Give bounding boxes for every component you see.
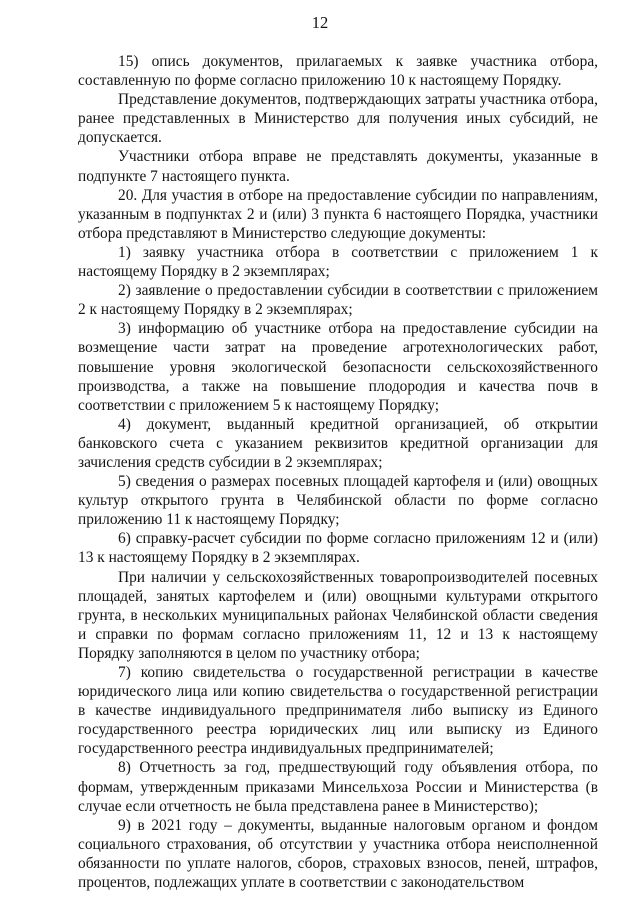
paragraph-item-8: 8) Отчетность за год, предшествующий году объявления отбора, по формам, утвержденным приказами Минсельхоза России и Министерства (в случае если отчетность не была представлена ранее в Министерство); <box>78 759 598 815</box>
page-number: 12 <box>311 13 329 32</box>
paragraph-item-2: 2) заявление о предоставлении субсидии в соответствии с приложением 2 к настоящему Порядку в 2 экземплярах; <box>78 282 598 319</box>
paragraph-item-1: 1) заявку участника отбора в соответствии с приложением 1 к настоящему Порядку в 2 экземплярах; <box>78 243 598 281</box>
paragraph-clause-20: 20. Для участия в отборе на предоставление субсидии по направлениям, указанным в подпунктах 2 и (или) 3 пункта 6 настоящего Порядка, участники отбора представляют в Министерство следующие документы: <box>78 186 598 242</box>
paragraph-item-5: 5) сведения о размерах посевных площадей картофеля и (или) овощных культур открытого грунта в Челябинской области по форме согласно приложению 11 к настоящему Порядку; <box>78 473 598 529</box>
paragraph-item-15: 15) опись документов, прилагаемых к заявке участника отбора, составленную по форме согласно приложению 10 к настоящему Порядку. <box>78 53 598 90</box>
paragraph-item-3: 3) информацию об участнике отбора на предоставление субсидии на возмещение части затрат на проведение агротехнологических работ, повышение уровня экологической безопасности сельскохозяйственного производства, а также на повышение плодородия и качества почв в соответствии с приложением 5 к настоящему Порядку; <box>78 320 598 414</box>
paragraph-item-9: 9) в 2021 году – документы, выданные налоговым органом и фондом социального страхования, об отсутствии у участника отбора неисполненной обязанности по уплате налогов, сборов, страховых взносов, пеней, штрафов, процентов, подлежащих уплате в соответствии с законодательством <box>78 816 598 892</box>
paragraph-note-optional-docs: Участники отбора вправе не представлять документы, указанные в подпункте 7 настоящего пункта. <box>78 148 598 185</box>
paragraph-note-repeat-docs: Представление документов, подтверждающих затраты участника отбора, ранее представленных в Министерство для получения иных субсидий, не допускается. <box>78 91 598 147</box>
document-body <box>78 52 598 892</box>
paragraph-item-7: 7) копию свидетельства о государственной регистрации в качестве юридического лица или копию свидетельства о государственной регистрации в качестве индивидуального предпринимателя либо выписку из Единого государственного реестра юридических лиц или выписку из Единого государственного реестра индивидуальных предпринимателей; <box>78 664 598 758</box>
paragraph-item-6: 6) справку-расчет субсидии по форме согласно приложениям 12 и (или) 13 к настоящему Порядку в 2 экземплярах. <box>78 530 598 567</box>
paragraph-note-multiple-districts: При наличии у сельскохозяйственных товаропроизводителей посевных площадей, занятых картофелем и (или) овощными культурами открытого грунта, в нескольких муниципальных районах Челябинской области сведения и справки по формам согласно приложениям 11, 12 и 13 к настоящему Порядку заполняются в целом по участнику отбора; <box>78 568 598 662</box>
paragraph-item-4: 4) документ, выданный кредитной организацией, об открытии банковского счета с указанием реквизитов кредитной организации для зачисления средств субсидии в 2 экземплярах; <box>78 415 598 471</box>
